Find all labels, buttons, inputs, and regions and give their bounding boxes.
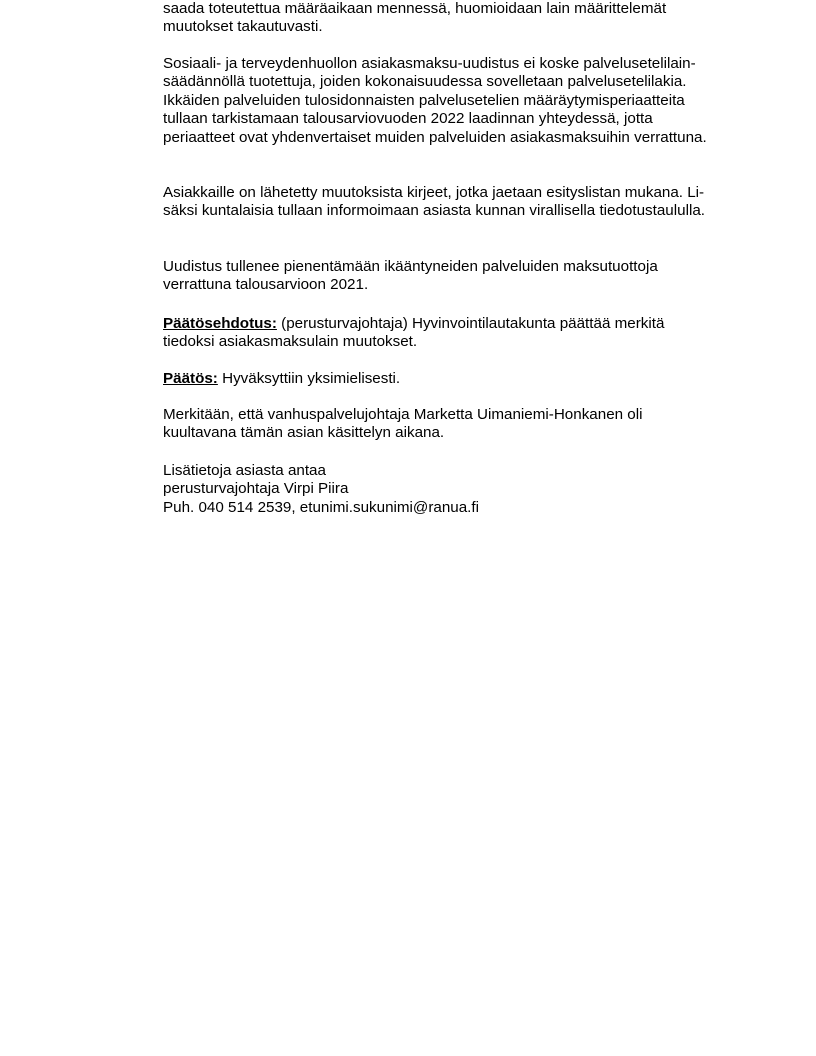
text-line: tullaan tarkistamaan talousarviovuoden 2022 laadinnan yhteydessä, jotta — [163, 110, 653, 128]
text-line: Asiakkaille on lähetetty muutoksista kirjeet, jotka jaetaan esityslistan mukana. Li- — [163, 184, 705, 201]
text-line: periaatteet ovat yhdenvertaiset muiden palveluiden asiakasmaksuihin verrattuna. — [163, 128, 707, 146]
proposal-label: Päätösehdotus: — [163, 315, 277, 332]
contact-line: perusturvajohtaja Virpi Piira — [163, 480, 349, 498]
decision-line — [163, 370, 743, 388]
text-line: säädännöllä tuotettuja, joiden kokonaisuudessa sovelletaan palvelusetelilakia. — [163, 73, 687, 91]
contact-info — [163, 462, 743, 517]
text-line: kuultavana tämän asian käsittelyn aikana. — [163, 424, 445, 442]
proposal-line — [163, 315, 743, 333]
text-line: tiedoksi asiakasmaksulain muutokset. — [163, 333, 418, 351]
decision — [163, 370, 743, 388]
proposal-text: (perusturvajohtaja) Hyvinvointilautakunta päättää merkitä — [276, 315, 665, 332]
text-line: verrattuna talousarvioon 2021. — [163, 276, 369, 294]
contact-line: Puh. 040 514 2539, etunimi.sukunimi@ranua.fi — [163, 498, 479, 516]
text-line: Ikkäiden palveluiden tulosidonnaisten palvelusetelien määräytymisperiaatteita — [163, 91, 685, 109]
paragraph-intro — [163, 0, 743, 37]
contact-line: Lisätietoja asiasta antaa — [163, 462, 326, 479]
decision-text: Hyväksyttiin yksimielisesti. — [217, 370, 401, 387]
decision-label: Päätös: — [163, 370, 218, 387]
text-line: säksi kuntalaisia tullaan informoimaan asiasta kunnan virallisella tiedotustaululla. — [163, 202, 705, 220]
text-line: Sosiaali- ja terveydenhuollon asiakasmaksu-uudistus ei koske palvelusetelilain- — [163, 55, 696, 72]
paragraph-voucher — [163, 55, 743, 147]
text-line: saada toteutettua määräaikaan mennessä, huomioidaan lain määrittelemät — [163, 0, 667, 17]
decision-proposal — [163, 315, 743, 352]
paragraph-letters — [163, 184, 743, 221]
paragraph-impact — [163, 258, 743, 295]
text-line: Uudistus tullenee pienentämään ikääntyneiden palveluiden maksutuottoja — [163, 258, 658, 275]
paragraph-note — [163, 406, 743, 443]
text-line: muutokset takautuvasti. — [163, 18, 323, 36]
text-line: Merkitään, että vanhuspalvelujohtaja Marketta Uimaniemi-Honkanen oli — [163, 406, 643, 423]
